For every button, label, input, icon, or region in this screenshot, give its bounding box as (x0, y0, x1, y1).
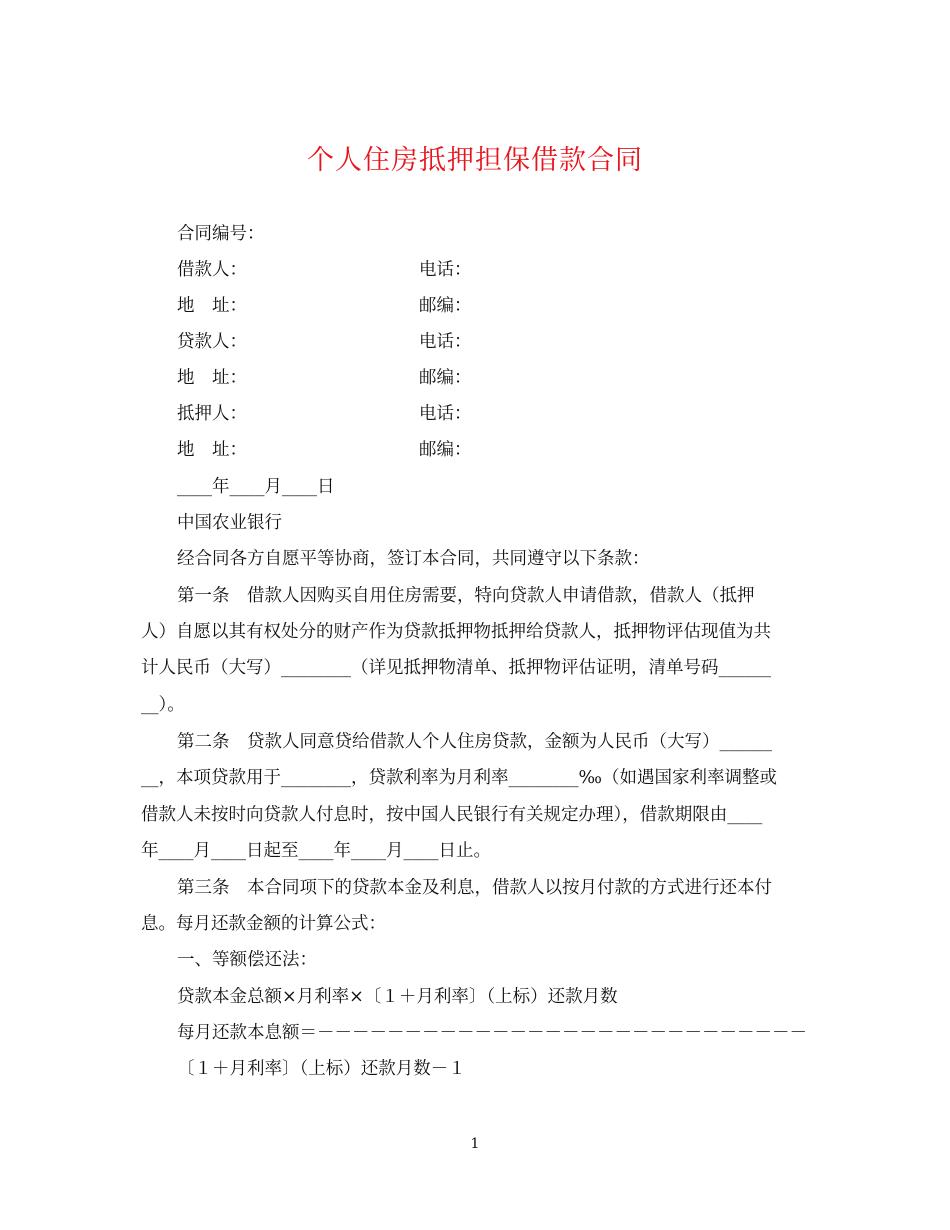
article2-line: 第二条 贷款人同意贷给借款人个人住房贷款，金额为人民币（大写）______ (177, 732, 772, 752)
method1-heading: 一、等额偿还法： (177, 950, 317, 970)
article2-line: 年____月____日起至____年____月____日止。 (141, 841, 491, 861)
mortgagor-address-label: 地 址： (177, 440, 247, 460)
article3-line: 第三条 本合同项下的贷款本金及利息，借款人以按月付款的方式进行还本付 (177, 878, 772, 898)
borrower-postcode-label: 邮编： (419, 296, 472, 316)
contract-number-label: 合同编号： (177, 224, 265, 244)
formula-denominator: 〔１＋月利率〕（上标）还款月数－１ (177, 1059, 466, 1079)
article3-line: 息。每月还款金额的计算公式： (141, 914, 386, 934)
lender-label: 贷款人： (177, 332, 247, 352)
article2-line: __，本项贷款用于________，贷款利率为月利率________‰（如遇国家利率调整或 (141, 768, 777, 788)
borrower-phone-label: 电话： (419, 260, 472, 280)
article2-line: 借款人未按时向贷款人付息时，按中国人民银行有关规定办理），借款期限由____ (141, 805, 763, 825)
formula-line: 每月还款本息额＝－－－－－－－－－－－－－－－－－－－－－－－－－－－－ (177, 1023, 807, 1043)
borrower-label: 借款人： (177, 260, 247, 280)
article1-line: __）。 (141, 695, 185, 715)
bank-name: 中国农业银行 (177, 513, 282, 533)
document-title: 个人住房抵押担保借款合同 (307, 145, 643, 176)
mortgagor-label: 抵押人： (177, 404, 247, 424)
page-number: 1 (470, 1136, 480, 1152)
lender-phone-label: 电话： (419, 332, 472, 352)
lender-address-label: 地 址： (177, 368, 247, 388)
lender-postcode-label: 邮编： (419, 368, 472, 388)
mortgagor-phone-label: 电话： (419, 404, 472, 424)
article1-line: 第一条 借款人因购买自用住房需要，特向贷款人申请借款，借款人（抵押 (177, 586, 755, 606)
contract-date: ____年____月____日 (177, 477, 335, 497)
formula-numerator: 贷款本金总额×月利率×〔１＋月利率〕（上标）还款月数 (177, 987, 618, 1007)
intro-paragraph: 经合同各方自愿平等协商，签订本合同，共同遵守以下条款： (177, 549, 650, 569)
article1-line: 计人民币（大写）________（详见抵押物清单、抵押物评估证明，清单号码______ (141, 658, 771, 678)
article1-line: 人）自愿以其有权处分的财产作为贷款抵押物抵押给贷款人，抵押物评估现值为共 (141, 622, 771, 642)
borrower-address-label: 地 址： (177, 296, 247, 316)
mortgagor-postcode-label: 邮编： (419, 440, 472, 460)
